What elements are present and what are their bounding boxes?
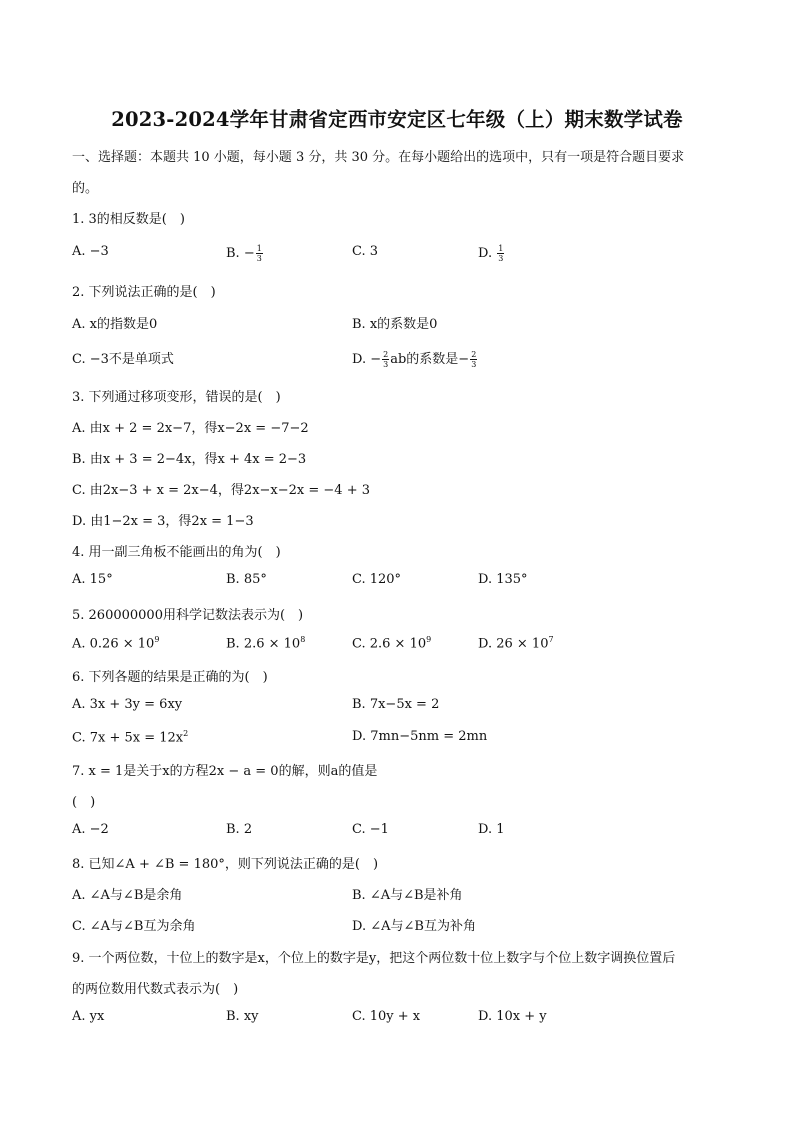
q5-option-d: D. $26 \times 10^7$: [478, 635, 554, 652]
q8-option-b: B. ∠A与∠B是补角: [352, 888, 463, 903]
question-2-stem: 2. 下列说法正确的是( ): [72, 285, 216, 300]
q3-option-d: D. 由1−2x = 3，得2x = 1−3: [72, 514, 254, 529]
question-3-stem: 3. 下列通过移项变形，错误的是( ): [72, 390, 281, 405]
q6-option-a: A. 3x + 3y = 6xy: [72, 697, 183, 712]
q7-option-a: A. −2: [72, 822, 109, 837]
q4-option-b: B. 85°: [226, 572, 267, 587]
exam-title: 2023-2024学年甘肃省定西市安定区七年级（上）期末数学试卷: [111, 108, 683, 131]
q2-option-d: D. − $\frac{2}{3}$ ab的系数是− $\frac{2}{3}$: [352, 350, 477, 369]
q6-option-b: B. 7x−5x = 2: [352, 697, 440, 712]
q2-option-c: C. −3不是单项式: [72, 352, 174, 367]
q7-option-c: C. −1: [352, 822, 389, 837]
q6-option-d: D. 7mn−5nm = 2mn: [352, 729, 488, 744]
q3-option-b: B. 由x + 3 = 2−4x，得x + 4x = 2−3: [72, 452, 307, 467]
question-6-stem: 6. 下列各题的结果是正确的为( ): [72, 670, 268, 685]
q8-option-a: A. ∠A与∠B是余角: [72, 888, 183, 903]
q1-d-fraction: $\frac{1}{3}$: [498, 244, 504, 263]
q9-option-b: B. xy: [226, 1009, 259, 1024]
question-4-stem: 4. 用一副三角板不能画出的角为( ): [72, 545, 281, 560]
q2-option-a: A. x的指数是0: [72, 317, 158, 332]
question-7-stem-2: ( ): [72, 795, 96, 810]
question-9-stem-2: 的两位数用代数式表示为( ): [72, 982, 239, 997]
q8-option-d: D. ∠A与∠B互为补角: [352, 919, 476, 934]
q9-option-c: C. 10y + x: [352, 1009, 421, 1024]
question-7-stem: 7. x = 1是关于x的方程2x − a = 0的解，则a的值是: [72, 764, 378, 779]
q5-option-c: C. $2.6 \times 10^9$: [352, 635, 432, 652]
q2-d-fraction-2: $\frac{2}{3}$: [471, 350, 477, 369]
question-5-stem: 5. 260000000用科学记数法表示为( ): [72, 608, 304, 623]
q3-option-c: C. 由2x−3 + x = 2x−4，得2x−x−2x = −4 + 3: [72, 483, 370, 498]
q7-option-b: B. 2: [226, 822, 253, 837]
q1-b-fraction: $\frac{1}{3}$: [256, 244, 262, 263]
q1-option-a: A. −3: [72, 244, 109, 259]
q5-option-a: A. $0.26 \times 10^9$: [72, 635, 160, 652]
q5-option-b: B. $2.6 \times 10^8$: [226, 635, 306, 652]
q1-option-b: B. − $\frac{1}{3}$: [226, 244, 262, 263]
q2-option-b: B. x的系数是0: [352, 317, 438, 332]
q1-option-c: C. 3: [352, 244, 379, 259]
q9-option-a: A. yx: [72, 1009, 105, 1024]
question-8-stem: 8. 已知∠A + ∠B = 180°，则下列说法正确的是( ): [72, 857, 379, 872]
section-header-line1: 一、选择题：本题共 10 小题，每小题 3 分，共 30 分。在每小题给出的选项中，只有一项是符合题目要求: [72, 150, 685, 165]
q4-option-d: D. 135°: [478, 572, 528, 587]
q4-option-a: A. 15°: [72, 572, 113, 587]
q7-option-d: D. 1: [478, 822, 505, 837]
q1-option-d: D. $\frac{1}{3}$: [478, 244, 504, 263]
section-header-line2: 的。: [72, 181, 99, 196]
question-1-stem: 1. 3的相反数是( ): [72, 212, 185, 227]
q2-d-fraction-1: $\frac{2}{3}$: [383, 350, 389, 369]
question-9-stem: 9. 一个两位数，十位上的数字是x，个位上的数字是y，把这个两位数十位上数字与个位上数字调换位置后: [72, 951, 676, 966]
q3-option-a: A. 由x + 2 = 2x−7，得x−2x = −7−2: [72, 421, 309, 436]
q6-option-c: C. $7x + 5x = 12x^2$: [72, 729, 189, 746]
q4-option-c: C. 120°: [352, 572, 402, 587]
q8-option-c: C. ∠A与∠B互为余角: [72, 919, 196, 934]
q9-option-d: D. 10x + y: [478, 1009, 547, 1024]
